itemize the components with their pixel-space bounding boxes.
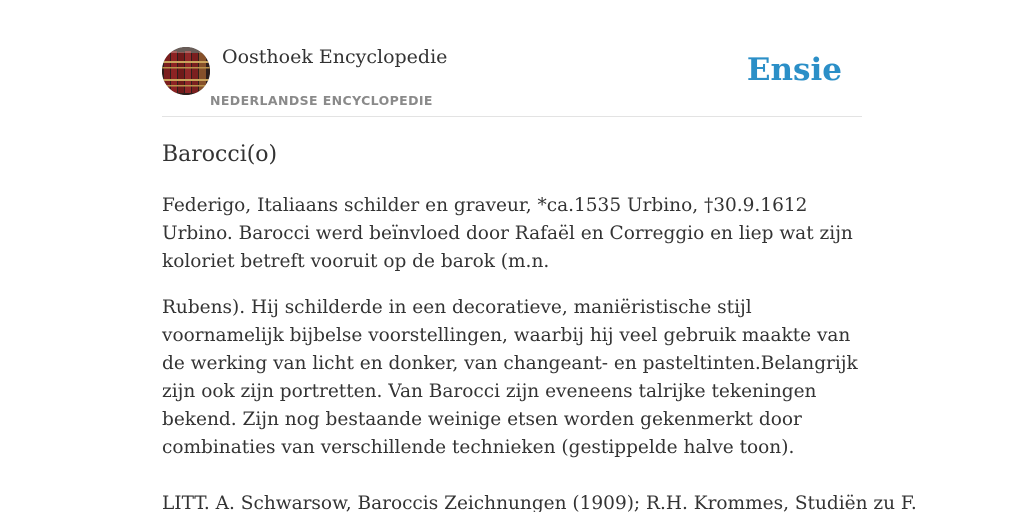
source-title[interactable]: Oosthoek Encyclopedie <box>222 46 448 68</box>
ensie-logo-link[interactable]: Ensie <box>746 52 842 88</box>
article-paragraph: Federigo, Italiaans schilder en graveur, *ca.1535 Urbino, †30.9.1612 Urbino. Barocci werd beïnvloed door Rafaël en Correggio en liep wat zijn koloriet betreft vooruit op de barok (m.n. <box>162 195 853 272</box>
article-references: LITT. A. Schwarsow, Baroccis Zeichnungen (1909); R.H. Krommes, Studiën zu F. <box>162 493 917 512</box>
source-subtitle: NEDERLANDSE ENCYCLOPEDIE <box>210 93 433 108</box>
article-paragraph: Rubens). Hij schilderde in een decoratieve, maniëristische stijl voornamelijk bijbelse voorstellingen, waarbij hij veel gebruik maakte van de werking van licht en donker, van changeant- en pasteltinten.Belangrijk zijn ook zijn portretten. Van Barocci zijn eveneens talrijke tekeningen bekend. Zijn nog bestaande weinige etsen worden gekenmerkt door combinaties van verschillende technieken (gestippelde halve toon). <box>162 297 858 458</box>
encyclopedia-books-icon[interactable] <box>162 47 210 95</box>
source-header <box>162 0 862 117</box>
article-title: Barocci(o) <box>162 142 278 167</box>
article-body <box>162 140 917 512</box>
